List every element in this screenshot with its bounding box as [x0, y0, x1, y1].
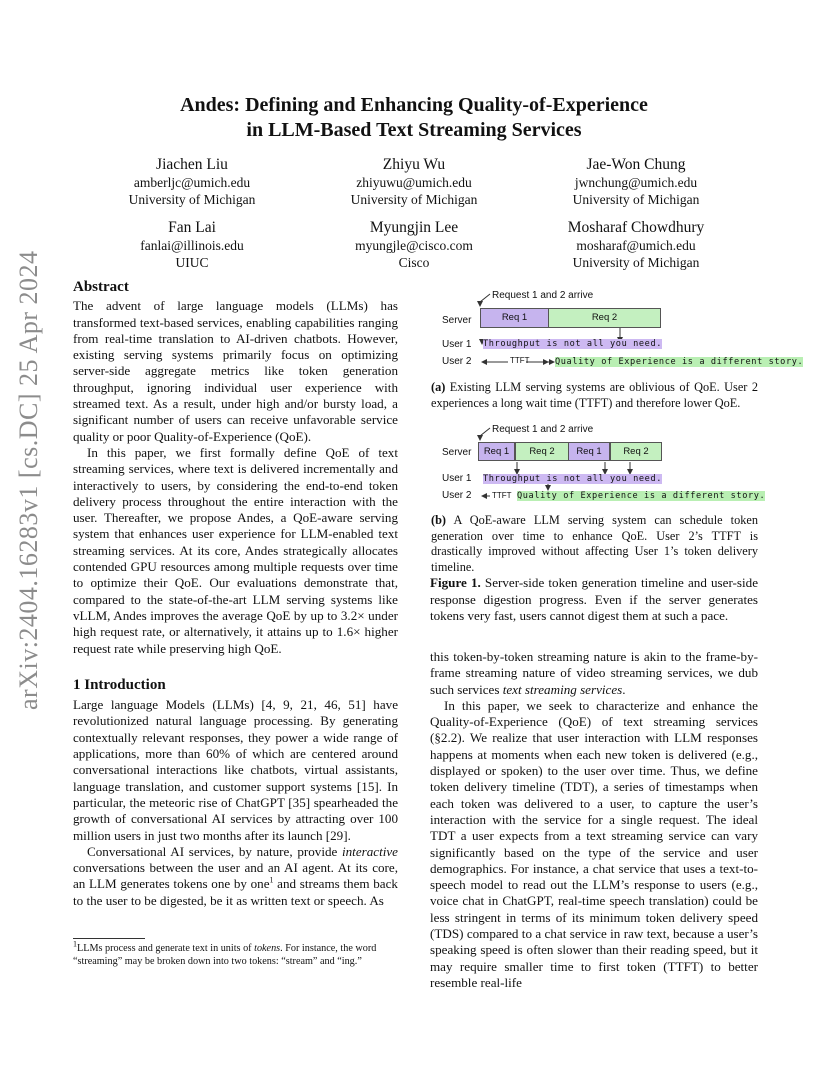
footnote-rule [73, 938, 145, 939]
user2-stream-text: Quality of Experience is a different story. [517, 491, 766, 501]
ttft-label: TTFT [492, 491, 512, 500]
user1-stream-text: Throughput is not all you need. [483, 339, 662, 349]
emphasis-text: interactive [342, 843, 398, 859]
author-affiliation: University of Michigan [572, 191, 700, 207]
author-email: amberljc@umich.edu [133, 175, 251, 190]
body-paragraph: this token-by-token streaming nature is akin to the frame-by-frame streaming nature of video streaming services, we dub such services text streaming services. [430, 649, 758, 697]
paper-title-line-1: Andes: Defining and Enhancing Quality-of-Experience [180, 94, 648, 116]
abstract-paragraph: The advent of large language models (LLMs) has transformed text-based services, enabling capabilities ranging from real-time translation to AI-driven chatbots. However, existing serving systems primarily focus on optimizing server-side aggregate metrics like token generation throughput, ignoring individual user experience with streamed text. As a result, under high and/or bursty load, a significant number of users can receive unfavorable service quality or poor Quality-of-Experience (QoE). [73, 298, 398, 444]
server-label: Server [442, 447, 472, 458]
author-block [304, 155, 524, 208]
user1-stream-text: Throughput is not all you need. [483, 474, 662, 484]
figure-1-caption: Figure 1. Server-side token generation timeline and user-side response digestion progress. Even if the server generates tokens very fast, users cannot digest them at such a pace. [430, 575, 759, 624]
author-name: Zhiyu Wu [382, 156, 446, 173]
author-block [82, 218, 302, 271]
intro-paragraph: Conversational AI services, by nature, provide interactive conversations between the user and an AI agent. At its core, an LLM generates tokens one by one$^1$ and streams them back to the user to be digested, be it as written text or speech. As [73, 843, 398, 908]
paper-title-line-2: in LLM-Based Text Streaming Services [246, 119, 582, 141]
emphasis-text: text streaming services [502, 681, 623, 697]
author-block [304, 218, 524, 271]
arrival-label: Request 1 and 2 arrive [492, 290, 594, 301]
author-name: Myungjin Lee [369, 219, 459, 236]
author-name: Jae-Won Chung [586, 156, 686, 173]
figure-1b-diagram [430, 418, 766, 508]
figure-1b-caption: (b) A QoE-aware LLM serving system can schedule token generation over time to enhance QoE. User 2’s TTFT is drastically improved without affecting User 1’s token delivery timeline. [431, 513, 758, 574]
author-block [526, 155, 746, 208]
author-email: jwnchung@umich.edu [574, 175, 698, 190]
author-email: fanlai@illinois.edu [140, 238, 244, 253]
author-name: Jiachen Liu [156, 156, 228, 173]
req1-block: Req 1 [478, 442, 515, 461]
abstract-paragraph: In this paper, we first formally define QoE of text streaming services, where text is delivered incrementally and interactively to users, by considering the end-to-end token delivery process throughout the entire interaction with the user. Thereafter, we propose Andes, a QoE-aware serving system that enhances user experience for LLM-enabled text streaming services. At its core, Andes strategically allocates contended GPU resources among multiple requests over time to optimize their QoE. Our evaluations demonstrate that, compared to the state-of-the-art LLM serving systems like vLLM, Andes improves the average QoE by up to 3.2× under high request rate, or alternatively, it attains up to 1.6× higher request rate while preserving high QoE. [73, 444, 398, 656]
right-column [430, 649, 758, 991]
section-heading-introduction: 1 Introduction [73, 676, 166, 693]
footnote-marker: 1 [269, 876, 274, 886]
author-affiliation: University of Michigan [350, 191, 478, 207]
user1-label: User 1 [442, 473, 472, 484]
figure-1a-caption: (a) Existing LLM serving systems are oblivious of QoE. User 2 experiences a long wait time (TTFT) and therefore lower QoE. [431, 380, 758, 410]
req1-block: Req 1 [480, 308, 549, 328]
author-block [82, 155, 302, 208]
left-column [73, 279, 398, 909]
req2-block: Req 2 [610, 442, 662, 461]
author-email: myungjle@cisco.com [355, 238, 473, 253]
author-affiliation: University of Michigan [128, 191, 256, 207]
author-affiliation: Cisco [398, 254, 430, 270]
server-label: Server [442, 315, 472, 326]
author-block [526, 218, 746, 271]
arrival-label: Request 1 and 2 arrive [492, 424, 594, 435]
author-email: mosharaf@umich.edu [576, 238, 696, 253]
author-email: zhiyuwu@umich.edu [356, 175, 472, 190]
user2-stream-text: Quality of Experience is a different story. [555, 357, 804, 367]
author-affiliation: University of Michigan [572, 254, 700, 270]
author-name: Fan Lai [168, 219, 216, 236]
user1-label: User 1 [442, 339, 472, 350]
body-paragraph: In this paper, we seek to characterize and enhance the Quality-of-Experience (QoE) of text streaming services (§2.2). We realize that user interaction with LLM responses happens at moments when each new token is delivered (e.g., displayed or spoken) to the user over time. Thus, we define token delivery timeline (TDT), a series of timestamps when each token was delivered to a user, to capture the user’s interaction with the service for a single request. The ideal TDT a user expects from a text streaming service can vary significantly based on the type of the service and user demographics. For instance, a chat service that uses a text-to-speech model to read out the LLM’s response to users (e.g., voice chat in ChatGPT, real-time speech translation) could be less stringent in terms of its minimum token delivery speed (TDS) compared to a chat service in raw text, because a user’s speaking speed is often slower than their reading speed, but it may require smaller time to first token (TTFT) to better resemble real-life [430, 697, 758, 990]
req2-block: Req 2 [515, 442, 569, 461]
req1-block: Req 1 [568, 442, 610, 461]
footnote: $^1$LLMs process and generate text in units of tokens. For instance, the word “streaming” may be broken down into two tokens: “stream” and “ing.” [73, 939, 377, 967]
user2-label: User 2 [442, 490, 472, 501]
req2-block: Req 2 [548, 308, 661, 328]
author-affiliation: UIUC [175, 254, 209, 270]
intro-paragraph: Large language Models (LLMs) [4, 9, 21, 46, 51] have revolutionized natural language processing. By generating contextually relevant responses, they power a wide range of applications, more than 60% of which are centered around conversational interactions like chatbots, virtual assistants, language translation, and customer support systems [15]. In particular, the meteoric rise of ChatGPT [35] spearheaded the growth of conversational AI services by attracting over 100 million users in just two months after its launch [29]. [73, 697, 398, 843]
arxiv-identifier: arXiv:2404.16283v1 [cs.DC] 25 Apr 2024 [14, 250, 43, 710]
figure-1a-diagram [430, 284, 804, 374]
user2-label: User 2 [442, 356, 472, 367]
ttft-label: TTFT [510, 356, 530, 365]
abstract-heading: Abstract [73, 279, 129, 295]
author-name: Mosharaf Chowdhury [567, 219, 705, 236]
